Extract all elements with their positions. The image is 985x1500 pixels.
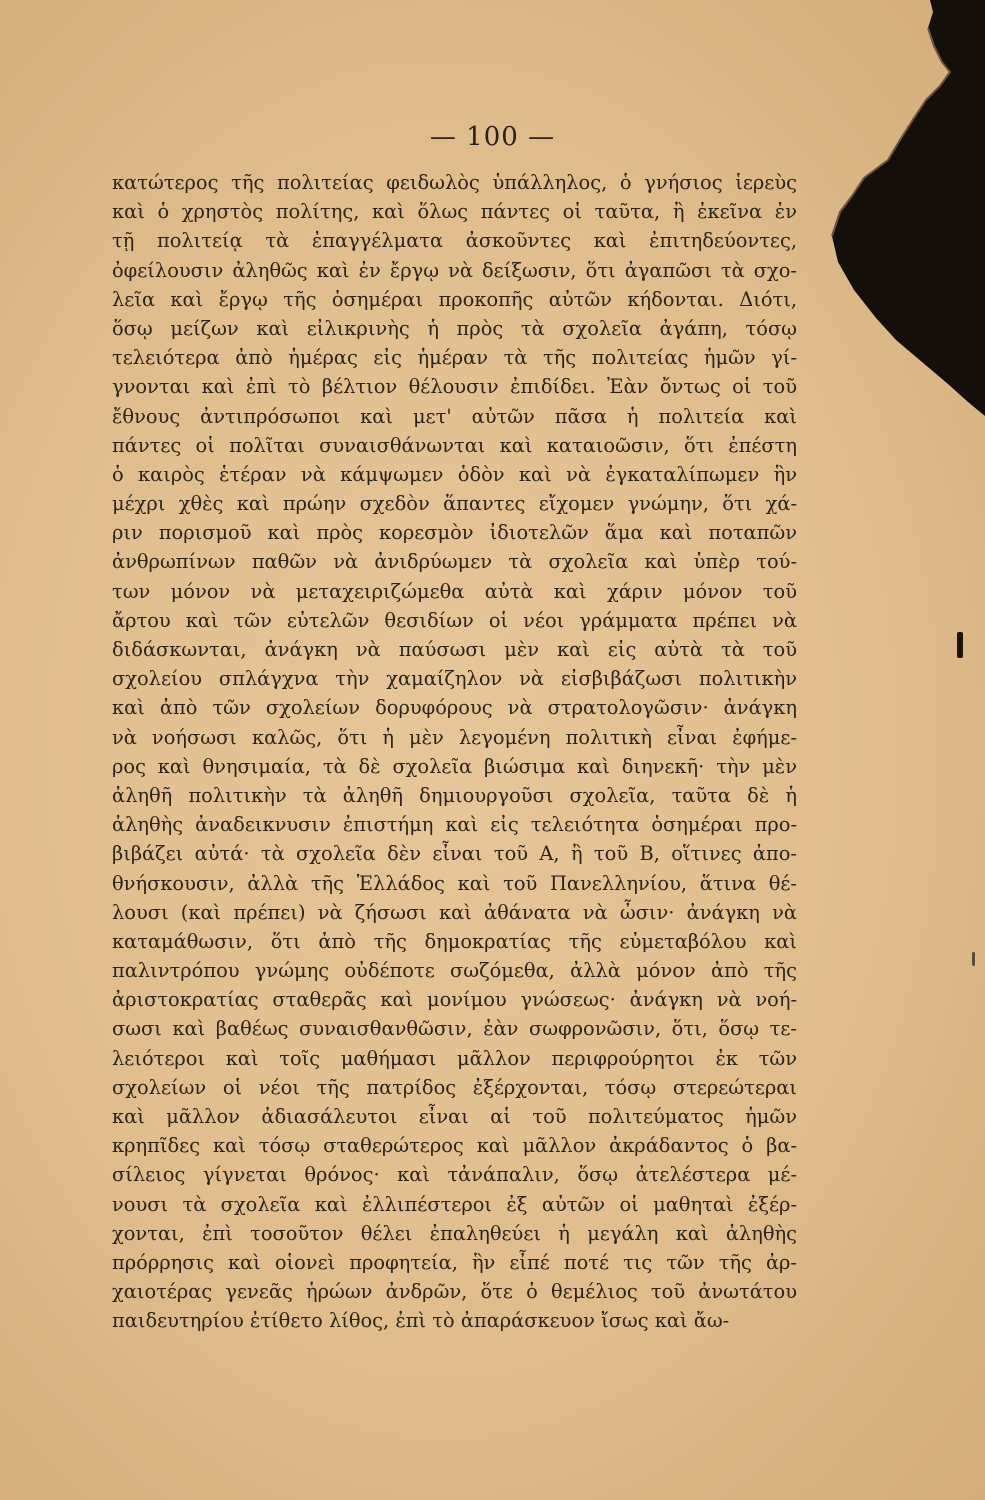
text-line: καὶ ὁ χρηστὸς πολίτης, καὶ ὅλως πάντες οἱ ταῦτα, ἢ ἐκεῖνα ἐν bbox=[112, 200, 797, 224]
text-line: ὀφείλουσιν ἀληθῶς καὶ ἐν ἔργῳ νὰ δείξωσιν, ὅτι ἀγαπῶσι τὰ σχο- bbox=[112, 258, 797, 282]
text-line: σίλειος γίγνεται θρόνος· καὶ τἀνάπαλιν, ὅσῳ ἀτελέστερα μέ- bbox=[112, 1163, 797, 1187]
text-line: μέχρι χθὲς καὶ πρώην σχεδὸν ἅπαντες εἴχομεν γνώμην, ὅτι χά- bbox=[112, 492, 797, 516]
text-line: γνονται καὶ ἐπὶ τὸ βέλτιον θέλουσιν ἐπιδίδει. Ἐὰν ὄντως οἱ τοῦ bbox=[112, 375, 797, 399]
text-line: σωσι καὶ βαθέως συναισθανθῶσιν, ἐὰν σωφρονῶσιν, ὅτι, ὅσῳ τε- bbox=[112, 1017, 797, 1041]
text-line: τῇ πολιτείᾳ τὰ ἐπαγγέλματα ἀσκοῦντες καὶ ἐπιτηδεύοντες, bbox=[112, 229, 797, 253]
text-line: χαιοτέρας γενεᾶς ἡρώων ἀνδρῶν, ὅτε ὁ θεμέλιος τοῦ ἀνωτάτου bbox=[112, 1280, 797, 1304]
text-line: κρηπῖδες καὶ τόσῳ σταθερώτερος καὶ μᾶλλον ἀκράδαντος ὁ βα- bbox=[112, 1134, 797, 1158]
text-line: ρος καὶ θνησιμαία, τὰ δὲ σχολεῖα βιώσιμα καὶ διηνεκῆ· τὴν μὲν bbox=[112, 754, 797, 778]
text-line: ὁ καιρὸς ἑτέραν νὰ κάμψωμεν ὁδὸν καὶ νὰ ἐγκαταλίπωμεν ἣν bbox=[112, 462, 797, 486]
text-line: νὰ νοήσωσι καλῶς, ὅτι ἡ μὲν λεγομένη πολιτικὴ εἶναι ἐφήμε- bbox=[112, 725, 797, 749]
margin-ink-mark bbox=[957, 632, 963, 658]
page-number: — 100 — bbox=[429, 122, 556, 152]
text-line: κατώτερος τῆς πολιτείας φειδωλὸς ὑπάλληλος, ὁ γνήσιος ἱερεὺς bbox=[112, 171, 797, 194]
margin-ink-mark-small bbox=[972, 952, 975, 966]
text-line: ἀληθὴς ἀναδεικνυσιν ἐπιστήμη καὶ εἰς τελειότητα ὁσημέραι προ- bbox=[112, 813, 797, 837]
text-line: σχολείων οἱ νέοι τῆς πατρίδος ἐξέρχονται, τόσῳ στερεώτεραι bbox=[112, 1075, 797, 1099]
text-line: χονται, ἐπὶ τοσοῦτον θέλει ἐπαληθεύει ἡ μεγάλη καὶ ἀληθὴς bbox=[112, 1221, 797, 1245]
text-line: παιδευτηρίου ἐτίθετο λίθος, ἐπὶ τὸ ἀπαράσκευον ἴσως καὶ ἄω- bbox=[112, 1309, 730, 1333]
body-text bbox=[112, 168, 797, 1336]
text-line: λουσι (καὶ πρέπει) νὰ ζήσωσι καὶ ἀθάνατα νὰ ὦσιν· ἀνάγκη νὰ bbox=[112, 900, 797, 924]
text-line: λειότεροι καὶ τοῖς μαθήμασι μᾶλλον περιφρούρητοι ἐκ τῶν bbox=[112, 1046, 797, 1070]
text-line: ριν πορισμοῦ καὶ πρὸς κορεσμὸν ἰδιοτελῶν ἅμα καὶ ποταπῶν bbox=[112, 521, 797, 545]
text-line: λεῖα καὶ ἔργῳ τῆς ὁσημέραι προκοπῆς αὐτῶν κήδονται. Διότι, bbox=[112, 287, 797, 311]
text-line: καταμάθωσιν, ὅτι ἀπὸ τῆς δημοκρατίας τῆς εὐμεταβόλου καὶ bbox=[112, 929, 797, 953]
text-line: θνήσκουσιν, ἀλλὰ τῆς Ἑλλάδος καὶ τοῦ Πανελληνίου, ἅτινα θέ- bbox=[112, 871, 797, 895]
text-line: καὶ ἀπὸ τῶν σχολείων δορυφόρους νὰ στρατολογῶσιν· ἀνάγκη bbox=[112, 696, 797, 720]
torn-page-edge bbox=[830, 0, 985, 420]
text-line: βιβάζει αὐτά· τὰ σχολεῖα δὲν εἶναι τοῦ Α, ἢ τοῦ Β, οἵτινες ἀπο- bbox=[112, 842, 797, 866]
text-line: των μόνον νὰ μεταχειριζώμεθα αὐτὰ καὶ χάριν μόνον τοῦ bbox=[112, 579, 797, 603]
text-line: διδάσκωνται, ἀνάγκη νὰ παύσωσι μὲν καὶ εἰς αὐτὰ τὰ τοῦ bbox=[112, 638, 797, 661]
text-line: σχολείου σπλάγχνα τὴν χαμαίζηλον νὰ εἰσβιβάζωσι πολιτικὴν bbox=[112, 667, 797, 691]
text-line: πάντες οἱ πολῖται συναισθάνωνται καὶ καταιοῶσιν, ὅτι ἐπέστη bbox=[112, 433, 797, 457]
text-line: ἀληθῆ πολιτικὴν τὰ ἀληθῆ δημιουργοῦσι σχολεῖα, ταῦτα δὲ ἡ bbox=[112, 783, 797, 807]
text-line: ἄρτου καὶ τῶν εὐτελῶν θεσιδίων οἱ νέοι γράμματα πρέπει νὰ bbox=[112, 608, 797, 632]
text-line: ἀνθρωπίνων παθῶν νὰ ἀνιδρύωμεν τὰ σχολεῖα καὶ ὑπὲρ τού- bbox=[112, 550, 797, 574]
text-line: καὶ μᾶλλον ἀδιασάλευτοι εἶναι αἱ τοῦ πολιτεύματος ἡμῶν bbox=[112, 1105, 797, 1128]
text-line: νουσι τὰ σχολεῖα καὶ ἐλλιπέστεροι ἐξ αὐτῶν οἱ μαθηταὶ ἐξέρ- bbox=[112, 1192, 797, 1216]
text-line: παλιντρόπου γνώμης οὐδέποτε σωζόμεθα, ἀλλὰ μόνον ἀπὸ τῆς bbox=[112, 959, 797, 983]
text-line: ἀριστοκρατίας σταθερᾶς καὶ μονίμου γνώσεως· ἀνάγκη νὰ νοή- bbox=[112, 988, 797, 1012]
text-line: ἔθνους ἀντιπρόσωποι καὶ μετ' αὐτῶν πᾶσα ἡ πολιτεία καὶ bbox=[112, 404, 797, 428]
text-line: πρόρρησις καὶ οἱονεὶ προφητεία, ἣν εἶπέ ποτέ τις τῶν τῆς ἀρ- bbox=[112, 1250, 797, 1274]
text-line: ὅσῳ μείζων καὶ εἰλικρινὴς ἡ πρὸς τὰ σχολεῖα ἀγάπη, τόσῳ bbox=[112, 316, 797, 340]
text-line: τελειότερα ἀπὸ ἡμέρας εἰς ἡμέραν τὰ τῆς πολιτείας ἡμῶν γί- bbox=[112, 346, 797, 370]
